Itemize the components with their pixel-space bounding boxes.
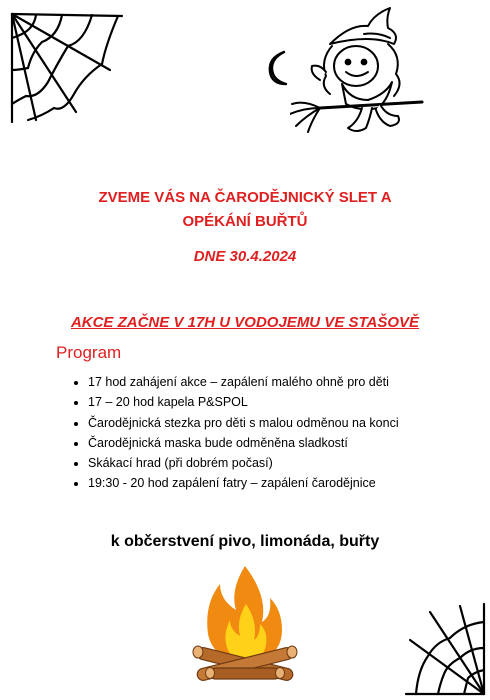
spiderweb-top-left-icon: [6, 8, 126, 126]
program-heading: Program: [56, 343, 122, 362]
event-date: DNE 30.4.2024: [193, 248, 297, 265]
campfire-icon: [190, 560, 300, 690]
program-item: • Skákací hrad (při dobrém počasí): [88, 453, 478, 473]
moon-icon: [262, 48, 292, 88]
program-item: • Čarodějnická stezka pro děti s malou odměnou na konci: [88, 413, 478, 433]
event-title-line2: OPÉKÁNÍ BUŘTŮ: [182, 213, 308, 230]
program-item: • Čarodějnická maska bude odměněna sladkostí: [88, 433, 478, 453]
spiderweb-bottom-right-icon: [402, 600, 488, 698]
witch-on-broom-icon: [290, 4, 430, 142]
refreshments-text: k občerstvení pivo, limonáda, buřty: [110, 533, 380, 550]
program-item: • 17 hod zahájení akce – zapálení malého ohně pro děti: [88, 372, 478, 392]
program-item: • 17 – 20 hod kapela P&SPOL: [88, 392, 478, 412]
event-title-line1: ZVEME VÁS NA ČARODĚJNICKÝ SLET A: [98, 189, 392, 206]
event-start-info: AKCE ZAČNE V 17H U VODOJEMU VE STAŠOVĚ: [70, 314, 420, 331]
program-list: [60, 372, 478, 494]
program-item: • 19:30 - 20 hod zapálení fatry – zapálení čarodějnice: [88, 473, 478, 493]
